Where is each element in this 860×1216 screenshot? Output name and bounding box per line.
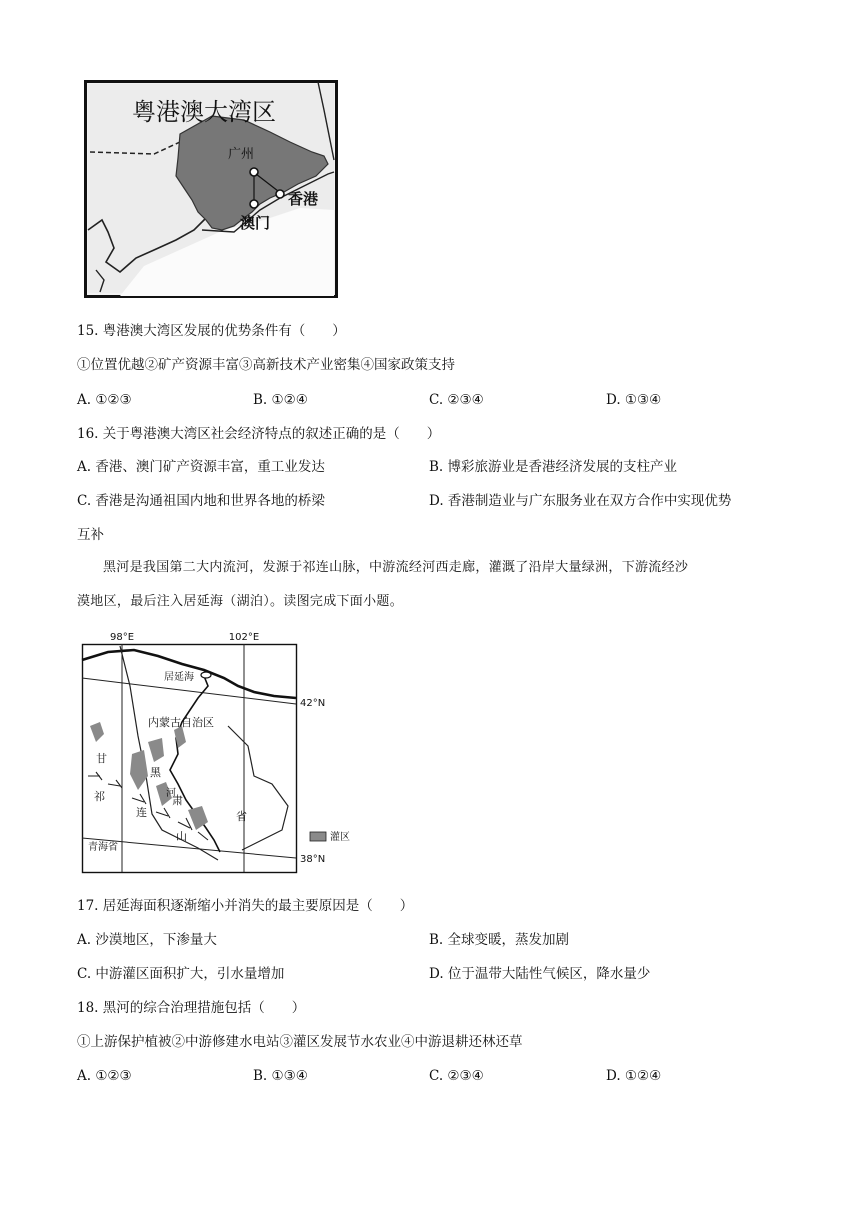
legend-label: 灌区 xyxy=(330,832,350,843)
map1-title: 粤港澳大湾区 xyxy=(132,98,276,126)
q17-stem: 17. 居延海面积逐渐缩小并消失的最主要原因是（ ） xyxy=(77,898,414,914)
q18-option-c[interactable]: C. ②③④ xyxy=(429,1068,484,1084)
label-lian: 连 xyxy=(136,806,147,819)
q15-option-c[interactable]: C. ②③④ xyxy=(429,392,484,408)
q17-option-d[interactable]: D. 位于温带大陆性气候区，降水量少 xyxy=(429,966,651,982)
q15-stem: 15. 粤港澳大湾区发展的优势条件有（ ） xyxy=(77,323,346,339)
q18-option-b[interactable]: B. ①③④ xyxy=(253,1068,308,1084)
label-102e: 102°E xyxy=(228,632,260,643)
greater-bay-area-map xyxy=(84,80,338,298)
label-98e: 98°E xyxy=(109,632,135,643)
passage-line-1: 黑河是我国第二大内流河，发源于祁连山脉，中游流经河西走廊，灌溉了沿岸大量绿洲，下游流经沙 xyxy=(103,560,689,575)
q18-stem: 18. 黑河的综合治理措施包括（ ） xyxy=(77,1000,306,1016)
label-hei: 黑 xyxy=(150,766,161,779)
label-38n: 38°N xyxy=(300,854,326,865)
label-hongkong: 香港 xyxy=(288,190,319,208)
label-neimenggu: 内蒙古自治区 xyxy=(148,716,214,729)
label-su: 肃 xyxy=(172,794,183,807)
heihe-river-map xyxy=(78,626,368,878)
label-guangzhou: 广州 xyxy=(228,147,255,162)
label-gan: 甘 xyxy=(96,752,107,765)
label-juyanhai: 居延海 xyxy=(164,672,194,683)
q15-option-b[interactable]: B. ①②④ xyxy=(253,392,308,408)
label-sheng: 省 xyxy=(236,810,247,823)
q16-option-b[interactable]: B. 博彩旅游业是香港经济发展的支柱产业 xyxy=(429,459,678,475)
label-macau: 澳门 xyxy=(240,214,271,232)
q16-option-c[interactable]: C. 香港是沟通祖国内地和世界各地的桥梁 xyxy=(77,493,325,509)
q16-stem: 16. 关于粤港澳大湾区社会经济特点的叙述正确的是（ ） xyxy=(77,426,441,442)
label-he: 河 xyxy=(166,788,176,799)
q15-option-a[interactable]: A. ①②③ xyxy=(77,392,132,408)
q16-option-d[interactable]: D. 香港制造业与广东服务业在双方合作中实现优势 xyxy=(429,493,732,509)
q18-option-a[interactable]: A. ①②③ xyxy=(77,1068,132,1084)
label-shan: 山 xyxy=(176,830,187,843)
label-qi: 祁 xyxy=(94,790,105,803)
passage-line-2: 漠地区，最后注入居延海（湖泊）。读图完成下面小题。 xyxy=(77,594,404,609)
q16-option-a[interactable]: A. 香港、澳门矿产资源丰富，重工业发达 xyxy=(77,459,325,475)
q17-option-a[interactable]: A. 沙漠地区，下渗量大 xyxy=(77,932,217,948)
label-42n: 42°N xyxy=(300,698,326,709)
q18-items: ①上游保护植被②中游修建水电站③灌区发展节水农业④中游退耕还林还草 xyxy=(77,1034,523,1050)
label-qinghai: 青海省 xyxy=(88,842,118,853)
q17-option-c[interactable]: C. 中游灌区面积扩大，引水量增加 xyxy=(77,966,285,982)
q16-option-d-continued: 互补 xyxy=(77,527,104,543)
q15-items: ①位置优越②矿产资源丰富③高新技术产业密集④国家政策支持 xyxy=(77,357,455,373)
q18-option-d[interactable]: D. ①②④ xyxy=(606,1068,662,1084)
q17-option-b[interactable]: B. 全球变暖，蒸发加剧 xyxy=(429,932,570,948)
q15-option-d[interactable]: D. ①③④ xyxy=(606,392,662,408)
